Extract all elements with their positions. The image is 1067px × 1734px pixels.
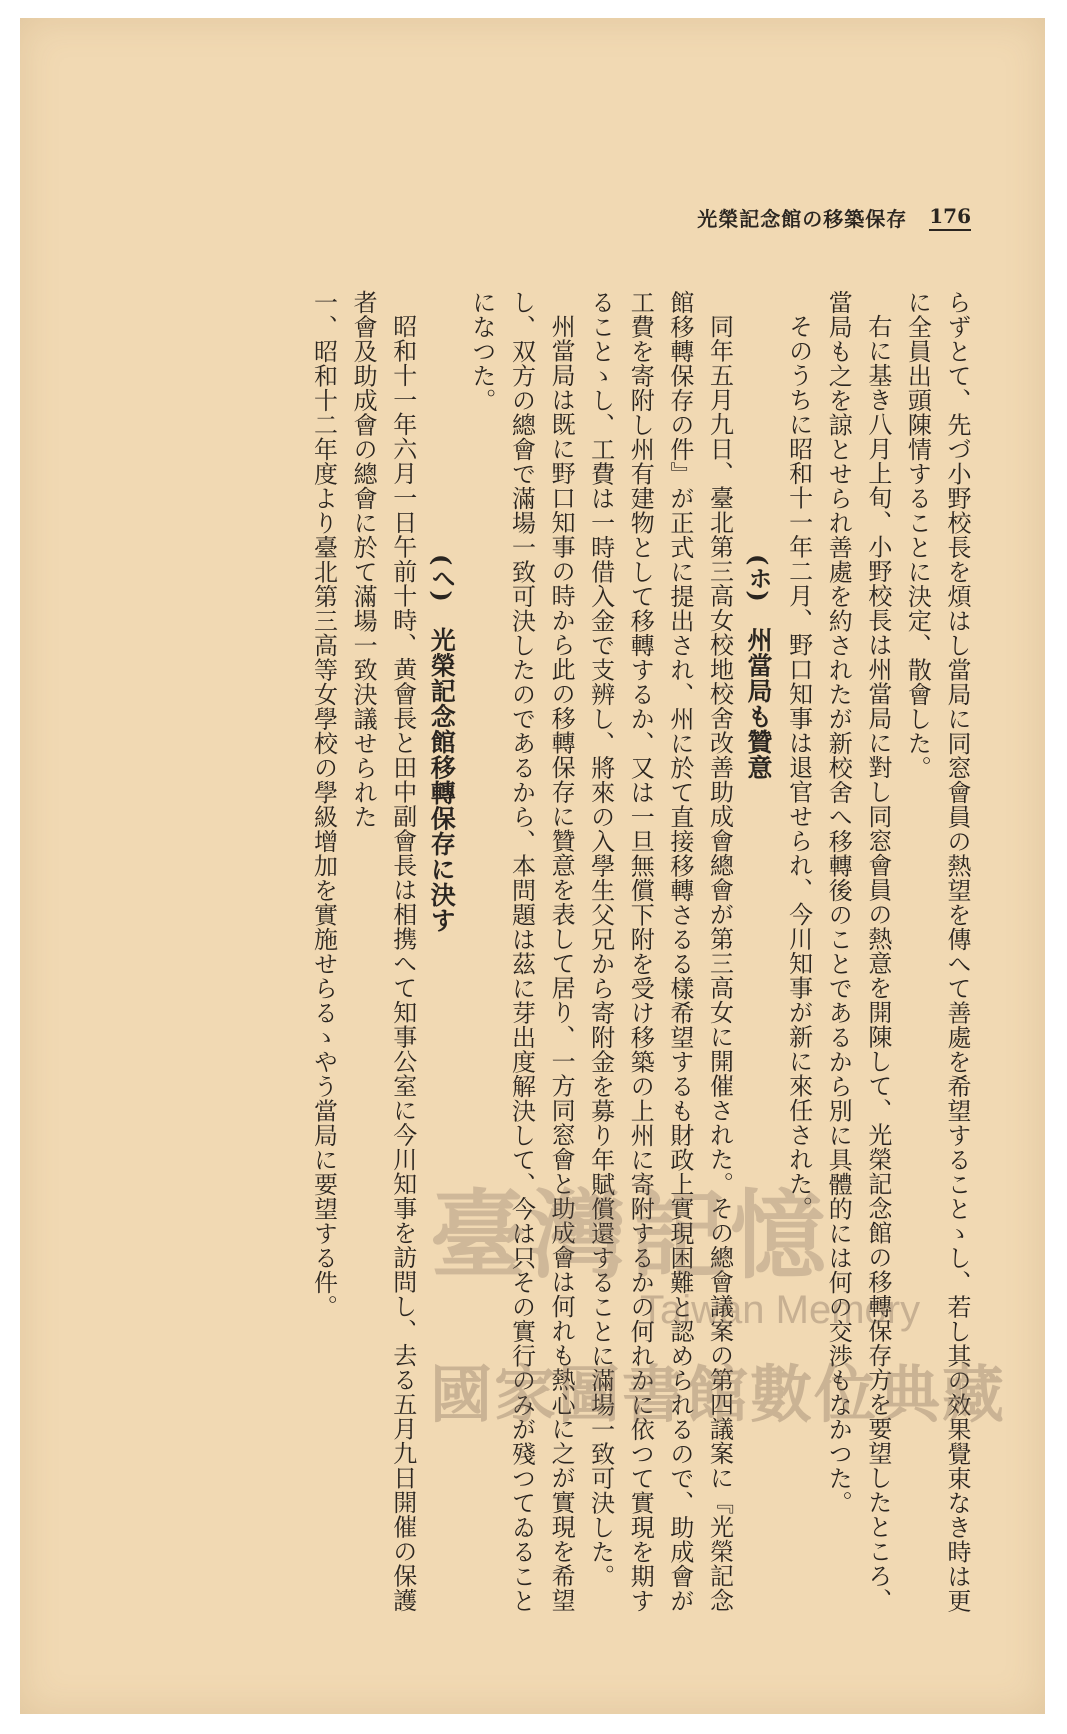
section-heading-text: 州當局も贊意 xyxy=(744,627,774,781)
paragraph: 右に基き八月上旬、小野校長は州當局に對し同窓會員の熱意を開陳して、光榮記念館の移轉保存方を要望したところ、當局も之を諒とせられ善處を約されたが新校舍へ移轉後のことであるから別に具體的には何の交渉もなかつた。 xyxy=(824,290,892,1613)
paragraph-continued: らずとて、先づ小野校長を煩はし當局に同窓會員の熱望を傳へて善處を希望することゝし、若し其の效果覺束なき時は更に全員出頭陳情することに決定、散會した。 xyxy=(903,290,971,1613)
list-item: 一、昭和十二年度より臺北第三高等女學校の學級增加を實施せらるゝやう當局に要望する件。 xyxy=(309,290,338,1319)
watermark-logo: 臺灣記憶 xyxy=(430,1180,830,1292)
watermark-chinese: 國家圖書館數位典藏 xyxy=(430,1358,1007,1431)
section-heading-text: 光榮記念館移轉保存に決す xyxy=(427,627,457,934)
paragraph: 同年五月九日、臺北第三高女校地校舍改善助成會總會が第三高女に開催された。その總會議案の第四議案に『光榮記念館移轉保存の件』が正式に提出され、州に於て直接移轉さるる樣希望するも財政上實現困難と認められるので、助成會が工費を寄附し州有建物として移轉するか、又は一旦無償下附を受け移築の上州に寄附するかの何れかに依つて實現を期することゝし、工費は一時借入金で支辨し、將來の入學生父兄から寄附金を募り年賦償還することに滿場一致可決した。 xyxy=(586,290,734,1613)
section-mark: (へ) xyxy=(427,554,457,603)
running-title: 光榮記念館の移築保存 xyxy=(697,206,908,231)
paragraph: そのうちに昭和十一年二月、野口知事は退官せられ、今川知事が新に來任された。 xyxy=(784,314,813,1221)
watermark-english: Taiwan Memory xyxy=(640,1288,921,1332)
section-mark: (ホ) xyxy=(744,554,774,603)
section-heading-he xyxy=(422,290,462,1630)
vertical-body-text xyxy=(116,290,1007,1630)
running-header xyxy=(685,203,975,231)
section-heading-ho xyxy=(738,290,778,1630)
paragraph: 昭和十一年六月一日午前十時、黄會長と田中副會長は相携へて知事公室に今川知事を訪問し、去る五月九日開催の保護者會及助成會の總會に於て滿場一致決議せられた xyxy=(349,290,417,1613)
book-page xyxy=(20,18,1045,1714)
paragraph: 州當局は既に野口知事の時から此の移轉保存に贊意を表して居り、一方同窓會と助成會は何れも熱心に之が實現を希望し、双方の總會で滿場一致可決したのであるから、本問題は茲に芽出度解決して、今は只その實行のみが殘つてゐることになつた。 xyxy=(467,290,576,1613)
page-number: 176 xyxy=(929,204,971,231)
